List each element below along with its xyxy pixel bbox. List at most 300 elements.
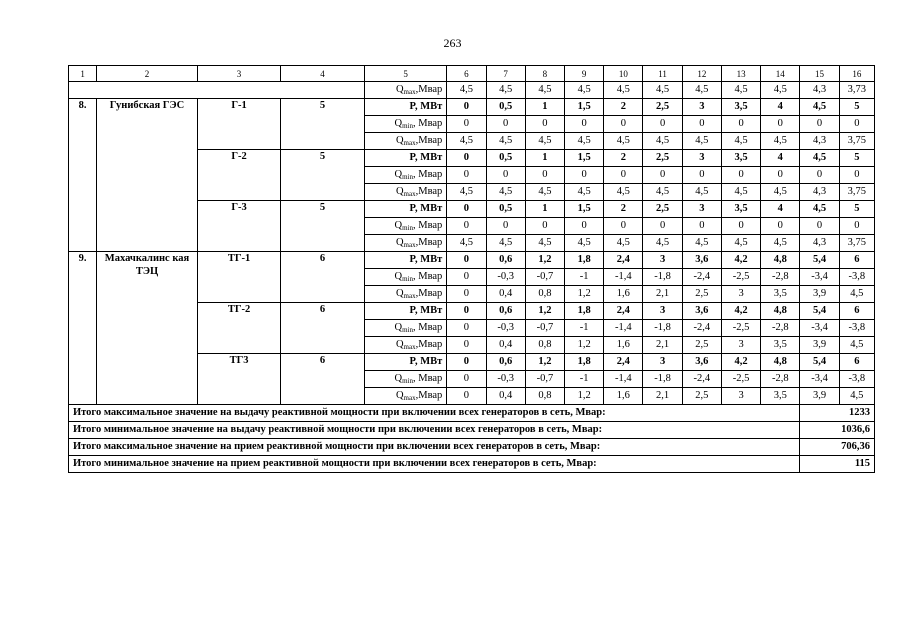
param-subscript: min <box>402 173 413 181</box>
column-number: 1 <box>69 66 97 82</box>
value-cell: 2,1 <box>643 337 682 354</box>
value-cell: 4,5 <box>604 184 643 201</box>
value-cell: 6 <box>839 303 874 320</box>
value-cell: 0 <box>525 167 564 184</box>
value-cell: 1,8 <box>565 303 604 320</box>
value-cell: 4,5 <box>525 133 564 150</box>
param-subscript: max <box>403 292 416 300</box>
value-cell: 5 <box>839 150 874 167</box>
value-cell: 4,5 <box>525 184 564 201</box>
value-cell: -1 <box>565 320 604 337</box>
param-unit: , Мвар <box>412 373 443 384</box>
unit-name: Г-2 <box>197 150 281 201</box>
value-cell: 1,2 <box>525 252 564 269</box>
column-number: 14 <box>761 66 800 82</box>
value-cell: 4,5 <box>761 184 800 201</box>
value-cell: -1 <box>565 371 604 388</box>
value-cell: -0,7 <box>525 320 564 337</box>
value-cell: 0 <box>447 337 486 354</box>
param-unit: , Мвар <box>412 118 443 129</box>
value-cell: 0 <box>721 167 760 184</box>
value-cell: -2,4 <box>682 269 721 286</box>
param-symbol: Q <box>395 186 404 197</box>
param-unit: ,Мвар <box>415 84 443 95</box>
param-label-qmin <box>364 371 447 388</box>
unit-power: 5 <box>281 201 365 252</box>
value-cell: 0 <box>447 116 486 133</box>
value-cell: 1,5 <box>565 201 604 218</box>
value-cell: -1,8 <box>643 320 682 337</box>
value-cell: 4,5 <box>761 133 800 150</box>
param-symbol: Q <box>395 84 404 95</box>
page-number: 263 <box>443 36 462 50</box>
unit-power: 6 <box>281 303 365 354</box>
value-cell: -1,8 <box>643 371 682 388</box>
param-symbol: Q <box>395 288 404 299</box>
column-number: 16 <box>839 66 874 82</box>
param-symbol: Q <box>395 339 404 350</box>
param-subscript: max <box>403 241 416 249</box>
param-label-qmin <box>364 269 447 286</box>
value-cell: -0,7 <box>525 269 564 286</box>
param-label-p <box>364 99 447 116</box>
value-cell: -1,4 <box>604 269 643 286</box>
value-cell: 0,8 <box>525 388 564 405</box>
value-cell: 4,5 <box>447 184 486 201</box>
value-cell: 4,5 <box>604 133 643 150</box>
value-cell: 5 <box>839 201 874 218</box>
value-cell: 4,5 <box>486 82 525 99</box>
value-cell: 3,5 <box>721 150 760 167</box>
value-cell: 3 <box>682 201 721 218</box>
value-cell: 0 <box>447 371 486 388</box>
value-cell: 3,5 <box>721 99 760 116</box>
param-unit: ,Мвар <box>415 186 443 197</box>
value-cell: 3 <box>721 286 760 303</box>
param-subscript: max <box>403 343 416 351</box>
value-cell: 0 <box>486 116 525 133</box>
value-cell: 0 <box>839 116 874 133</box>
value-cell: 2,5 <box>682 388 721 405</box>
value-cell: 4,8 <box>761 354 800 371</box>
value-cell: 0,4 <box>486 337 525 354</box>
value-cell: -2,5 <box>721 371 760 388</box>
value-cell: 0 <box>800 218 839 235</box>
value-cell: 3,5 <box>761 388 800 405</box>
unit-power: 5 <box>281 99 365 150</box>
value-cell: 3 <box>721 388 760 405</box>
total-value: 706,36 <box>800 439 875 456</box>
value-cell: 0 <box>604 218 643 235</box>
value-cell: 2,5 <box>643 201 682 218</box>
value-cell: -2,4 <box>682 320 721 337</box>
unit-name: ТГ-2 <box>197 303 281 354</box>
station-name: Махачкалинс кая ТЭЦ <box>97 252 198 405</box>
unit-power: 6 <box>281 252 365 303</box>
value-cell: 4,3 <box>800 184 839 201</box>
value-cell: 3,9 <box>800 286 839 303</box>
value-cell: 4,8 <box>761 252 800 269</box>
column-number: 3 <box>197 66 281 82</box>
value-cell: 0 <box>682 218 721 235</box>
param-label-text: P, МВт <box>409 305 443 316</box>
value-cell: 1 <box>525 201 564 218</box>
value-cell: 4,2 <box>721 354 760 371</box>
param-symbol: Q <box>394 373 403 384</box>
column-number: 12 <box>682 66 721 82</box>
param-label-text: P, МВт <box>409 203 443 214</box>
value-cell: 0,8 <box>525 286 564 303</box>
param-unit: , Мвар <box>412 220 443 231</box>
value-cell: 2,5 <box>643 150 682 167</box>
station-number: 8. <box>69 99 97 252</box>
value-cell: 0 <box>800 167 839 184</box>
value-cell: 2,4 <box>604 354 643 371</box>
value-cell: 3,5 <box>761 337 800 354</box>
value-cell: 0,6 <box>486 252 525 269</box>
value-cell: 4,3 <box>800 133 839 150</box>
param-subscript: max <box>403 190 416 198</box>
param-label-qmin <box>364 218 447 235</box>
value-cell: 0 <box>447 388 486 405</box>
total-row <box>69 422 875 439</box>
value-cell: 4,5 <box>486 184 525 201</box>
value-cell: 0 <box>565 218 604 235</box>
value-cell: 2,4 <box>604 252 643 269</box>
value-cell: 4,5 <box>525 82 564 99</box>
value-cell: 5,4 <box>800 354 839 371</box>
param-subscript: max <box>403 139 416 147</box>
value-cell: -1,8 <box>643 269 682 286</box>
value-cell: 3,9 <box>800 337 839 354</box>
value-cell: 4,5 <box>721 82 760 99</box>
value-cell: 4,5 <box>565 82 604 99</box>
value-cell: 4,3 <box>800 235 839 252</box>
value-cell: 3,75 <box>839 133 874 150</box>
param-label-qmax <box>364 286 447 303</box>
param-label-text: P, МВт <box>409 356 443 367</box>
unit-name: ТГ3 <box>197 354 281 405</box>
param-symbol: Q <box>394 220 403 231</box>
value-cell: 1,8 <box>565 252 604 269</box>
value-cell: 0 <box>682 167 721 184</box>
value-cell: 0 <box>800 116 839 133</box>
value-cell: 4,5 <box>525 235 564 252</box>
reactive-power-table <box>68 65 875 473</box>
value-cell: 4,5 <box>800 150 839 167</box>
value-cell: -0,3 <box>486 269 525 286</box>
value-cell: 4,5 <box>604 82 643 99</box>
param-label-p <box>364 252 447 269</box>
value-cell: 0 <box>721 218 760 235</box>
total-value: 1233 <box>800 405 875 422</box>
param-label-text: P, МВт <box>409 152 443 163</box>
param-subscript: min <box>402 377 413 385</box>
column-number: 10 <box>604 66 643 82</box>
total-label: Итого минимальное значение на прием реактивной мощности при включении всех генераторов в сеть, Мвар: <box>69 456 800 473</box>
param-label-qmin <box>364 320 447 337</box>
station-number: 9. <box>69 252 97 405</box>
value-cell: 0 <box>643 167 682 184</box>
value-cell: 0 <box>486 218 525 235</box>
value-cell: 4,5 <box>682 82 721 99</box>
value-cell: -3,4 <box>800 269 839 286</box>
value-cell: -0,7 <box>525 371 564 388</box>
value-cell: 4,5 <box>800 99 839 116</box>
value-cell: 4 <box>761 99 800 116</box>
param-subscript: min <box>402 122 413 130</box>
value-cell: 1 <box>525 99 564 116</box>
value-cell: 0 <box>447 303 486 320</box>
column-number: 2 <box>97 66 198 82</box>
param-unit: ,Мвар <box>415 339 443 350</box>
value-cell: 0 <box>447 252 486 269</box>
value-cell: 3 <box>643 354 682 371</box>
value-cell: 0 <box>761 167 800 184</box>
param-subscript: min <box>402 224 413 232</box>
value-cell: 4,5 <box>761 82 800 99</box>
value-cell: -2,4 <box>682 371 721 388</box>
value-cell: 3,75 <box>839 235 874 252</box>
value-cell: 4,5 <box>800 201 839 218</box>
value-cell: 4,5 <box>761 235 800 252</box>
value-cell: 3,73 <box>839 82 874 99</box>
unit-power: 6 <box>281 354 365 405</box>
value-cell: 0 <box>447 167 486 184</box>
value-cell: 0 <box>565 116 604 133</box>
value-cell: 3,5 <box>761 286 800 303</box>
param-label-text: P, МВт <box>409 101 443 112</box>
value-cell: -0,3 <box>486 371 525 388</box>
value-cell: 2,5 <box>643 99 682 116</box>
param-label-qmax <box>364 388 447 405</box>
value-cell: 2,4 <box>604 303 643 320</box>
value-cell: 0 <box>447 354 486 371</box>
value-cell: 4,8 <box>761 303 800 320</box>
value-cell: 3 <box>643 303 682 320</box>
value-cell: 0,5 <box>486 99 525 116</box>
param-unit: , Мвар <box>412 322 443 333</box>
value-cell: 4,5 <box>447 133 486 150</box>
value-cell: 0 <box>643 116 682 133</box>
param-subscript: max <box>403 88 416 96</box>
table-row <box>69 99 875 116</box>
param-label-p <box>364 354 447 371</box>
value-cell: 1,6 <box>604 388 643 405</box>
value-cell: 3,6 <box>682 303 721 320</box>
value-cell: 4,5 <box>565 184 604 201</box>
column-number: 5 <box>364 66 447 82</box>
value-cell: 0 <box>839 167 874 184</box>
param-symbol: Q <box>395 390 404 401</box>
value-cell: -3,8 <box>839 269 874 286</box>
column-number-row <box>69 66 875 82</box>
param-symbol: Q <box>394 322 403 333</box>
value-cell: 2,1 <box>643 388 682 405</box>
value-cell: 1,5 <box>565 150 604 167</box>
value-cell: 3 <box>682 99 721 116</box>
value-cell: 4,5 <box>682 235 721 252</box>
value-cell: 4,5 <box>447 235 486 252</box>
column-number: 11 <box>643 66 682 82</box>
value-cell: 3,6 <box>682 252 721 269</box>
value-cell: 4,2 <box>721 303 760 320</box>
value-cell: 4,5 <box>604 235 643 252</box>
value-cell: 0 <box>839 218 874 235</box>
param-subscript: min <box>402 326 413 334</box>
value-cell: 4,5 <box>643 184 682 201</box>
param-label-p <box>364 150 447 167</box>
value-cell: 4,5 <box>643 235 682 252</box>
value-cell: 4,5 <box>839 286 874 303</box>
value-cell: -3,8 <box>839 320 874 337</box>
value-cell: 0,5 <box>486 150 525 167</box>
param-label-qmax <box>364 235 447 252</box>
empty-cell <box>69 82 365 99</box>
value-cell: 3,6 <box>682 354 721 371</box>
station-name: Гунибская ГЭС <box>97 99 198 252</box>
value-cell: 0 <box>525 218 564 235</box>
value-cell: 4,5 <box>721 235 760 252</box>
value-cell: 0 <box>447 320 486 337</box>
value-cell: 1,5 <box>565 99 604 116</box>
value-cell: 1,8 <box>565 354 604 371</box>
value-cell: 2 <box>604 99 643 116</box>
value-cell: 4 <box>761 201 800 218</box>
value-cell: 1 <box>525 150 564 167</box>
value-cell: -2,5 <box>721 320 760 337</box>
unit-name: Г-3 <box>197 201 281 252</box>
table-row-carryover <box>69 82 875 99</box>
total-label: Итого минимальное значение на выдачу реактивной мощности при включении всех генераторов в сеть, Мвар: <box>69 422 800 439</box>
value-cell: 0 <box>447 286 486 303</box>
value-cell: 4,5 <box>486 133 525 150</box>
value-cell: 1,2 <box>525 354 564 371</box>
unit-name: ТГ-1 <box>197 252 281 303</box>
value-cell: 0,6 <box>486 303 525 320</box>
value-cell: 0,8 <box>525 337 564 354</box>
param-symbol: Q <box>395 135 404 146</box>
param-label-text: P, МВт <box>409 254 443 265</box>
value-cell: 0 <box>525 116 564 133</box>
value-cell: 0 <box>565 167 604 184</box>
value-cell: 5 <box>839 99 874 116</box>
param-unit: ,Мвар <box>415 135 443 146</box>
param-unit: ,Мвар <box>415 237 443 248</box>
value-cell: 4,5 <box>721 184 760 201</box>
total-row <box>69 456 875 473</box>
value-cell: 3 <box>643 252 682 269</box>
value-cell: -3,4 <box>800 320 839 337</box>
value-cell: 2 <box>604 150 643 167</box>
value-cell: 4,5 <box>682 184 721 201</box>
param-label-qmax <box>364 184 447 201</box>
value-cell: 0 <box>643 218 682 235</box>
value-cell: 3,75 <box>839 184 874 201</box>
value-cell: 4,5 <box>486 235 525 252</box>
value-cell: 4,5 <box>839 388 874 405</box>
value-cell: 1,2 <box>525 303 564 320</box>
column-number: 8 <box>525 66 564 82</box>
value-cell: 4,5 <box>565 133 604 150</box>
value-cell: 4,5 <box>643 82 682 99</box>
value-cell: 0 <box>447 218 486 235</box>
param-symbol: Q <box>394 169 403 180</box>
param-unit: ,Мвар <box>415 288 443 299</box>
value-cell: 0,4 <box>486 286 525 303</box>
value-cell: 4,5 <box>643 133 682 150</box>
value-cell: 4,5 <box>721 133 760 150</box>
value-cell: 6 <box>839 252 874 269</box>
value-cell: 0 <box>761 218 800 235</box>
value-cell: 3,9 <box>800 388 839 405</box>
value-cell: -3,4 <box>800 371 839 388</box>
param-symbol: Q <box>394 271 403 282</box>
value-cell: 4 <box>761 150 800 167</box>
value-cell: 0 <box>486 167 525 184</box>
unit-name: Г-1 <box>197 99 281 150</box>
value-cell: -2,8 <box>761 269 800 286</box>
unit-power: 5 <box>281 150 365 201</box>
value-cell: 1,2 <box>565 388 604 405</box>
value-cell: 4,5 <box>839 337 874 354</box>
param-label-p <box>364 201 447 218</box>
value-cell: 0 <box>447 269 486 286</box>
total-label: Итого максимальное значение на выдачу реактивной мощности при включении всех генераторов в сеть, Мвар: <box>69 405 800 422</box>
value-cell: 5,4 <box>800 303 839 320</box>
value-cell: -3,8 <box>839 371 874 388</box>
value-cell: 1,2 <box>565 337 604 354</box>
value-cell: 0 <box>604 167 643 184</box>
value-cell: -1,4 <box>604 320 643 337</box>
param-symbol: Q <box>395 237 404 248</box>
column-number: 6 <box>447 66 486 82</box>
column-number: 15 <box>800 66 839 82</box>
value-cell: 3 <box>682 150 721 167</box>
param-label-qmax <box>364 82 447 99</box>
value-cell: 1,6 <box>604 337 643 354</box>
param-label-qmax <box>364 133 447 150</box>
param-label-qmin <box>364 116 447 133</box>
total-row <box>69 405 875 422</box>
column-number: 4 <box>281 66 365 82</box>
value-cell: 0,4 <box>486 388 525 405</box>
value-cell: 0 <box>447 201 486 218</box>
value-cell: 4,5 <box>447 82 486 99</box>
value-cell: 0,5 <box>486 201 525 218</box>
total-value: 1036,6 <box>800 422 875 439</box>
value-cell: 1,6 <box>604 286 643 303</box>
value-cell: -1,4 <box>604 371 643 388</box>
column-number: 7 <box>486 66 525 82</box>
value-cell: 0 <box>721 116 760 133</box>
value-cell: 0 <box>682 116 721 133</box>
table-row <box>69 252 875 269</box>
value-cell: 3,5 <box>721 201 760 218</box>
param-symbol: Q <box>394 118 403 129</box>
total-row <box>69 439 875 456</box>
value-cell: 0,6 <box>486 354 525 371</box>
value-cell: 0 <box>447 150 486 167</box>
value-cell: 2,5 <box>682 286 721 303</box>
value-cell: 3 <box>721 337 760 354</box>
value-cell: 4,5 <box>682 133 721 150</box>
value-cell: 0 <box>761 116 800 133</box>
param-subscript: min <box>402 275 413 283</box>
param-unit: , Мвар <box>412 169 443 180</box>
param-subscript: max <box>403 394 416 402</box>
value-cell: 5,4 <box>800 252 839 269</box>
